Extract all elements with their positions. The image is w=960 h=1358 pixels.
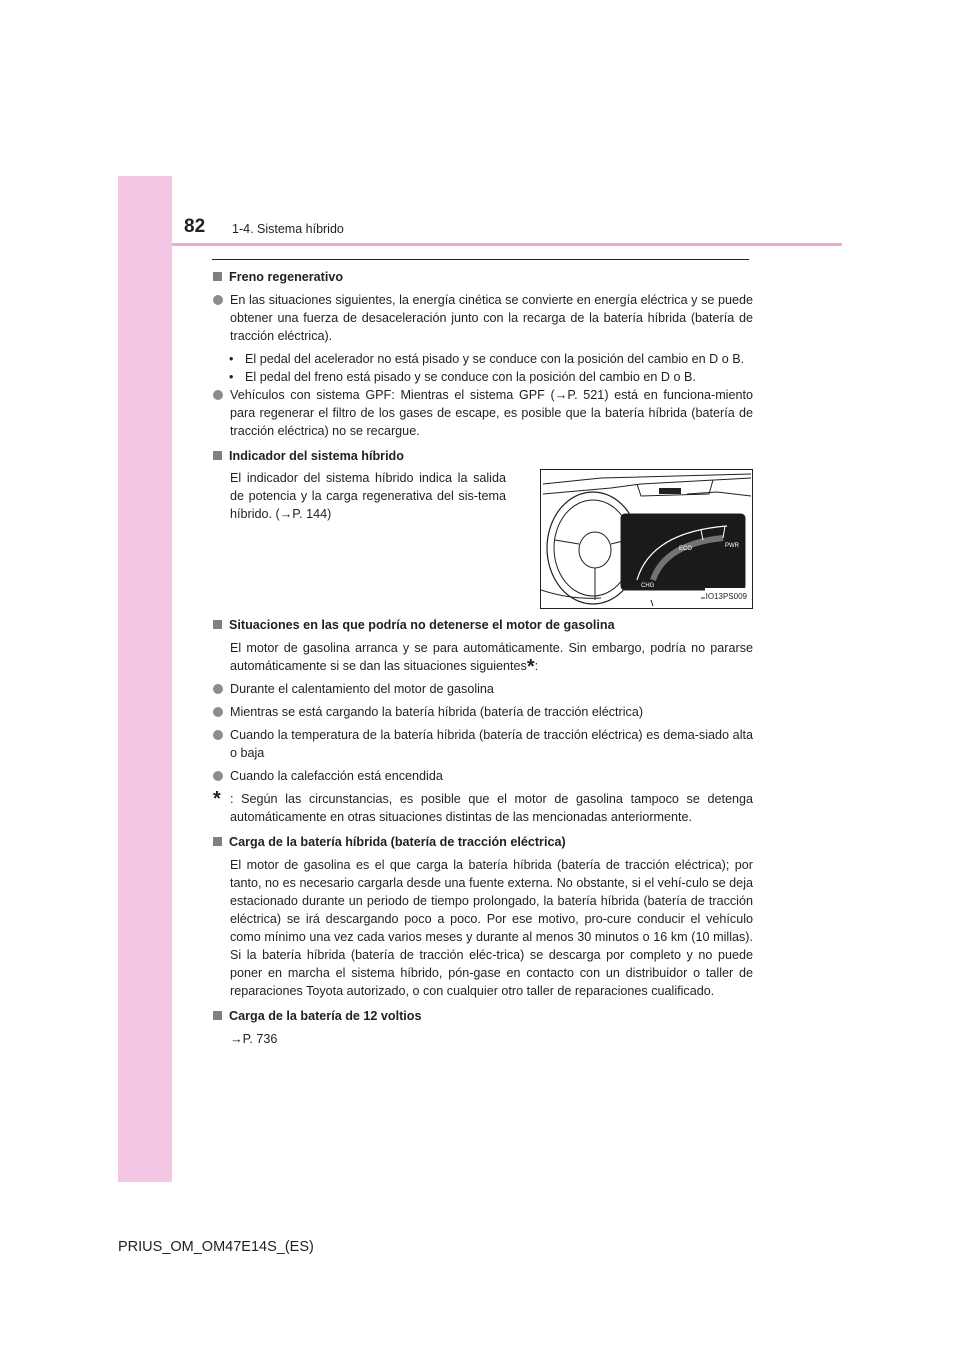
gauge-eco-label: ECO	[679, 546, 693, 552]
heading-square-icon	[213, 620, 222, 629]
situaciones-intro: El motor de gasolina arranca y se para automáticamente. Sin embargo, podría no pararse automáticamente si se dan las situaciones siguientes*:	[230, 641, 753, 678]
heading-carga-bateria-hibrida: Carga de la batería híbrida (batería de tracción eléctrica)	[213, 833, 753, 851]
bullet-dot-icon	[213, 295, 223, 305]
heading-carga-12v: Carga de la batería de 12 voltios	[213, 1007, 753, 1025]
gauge-pwr-label: PWR	[725, 543, 739, 549]
carga-paragraph: El motor de gasolina es el que carga la batería híbrida (batería de tracción eléctrica); por tanto, no es necesario cargarla desde una fuente externa. No obstante, si el vehí-culo se deja estacionado durante un periodo de tiempo prolongado, la batería híbrida (batería de tracción eléctrica) se irá descargando poco a poco. Por ese motivo, pro-cure conducir el vehículo como mínimo una vez cada varios meses y durante al menos 30 minutos o 16 km (10 millas). Si la batería híbrida (batería de tracción eléc-trica) se descarga por completo y no puede poner en marcha el sistema híbrido, pón-gase en contacto con un distribuidor o taller de reparaciones Toyota autorizado, o con cualquier otro taller de reparaciones cualificado.	[230, 858, 753, 998]
section-title: 1-4. Sistema híbrido	[232, 222, 344, 236]
list-item: En las situaciones siguientes, la energía cinética se convierte en energía eléctrica y se puede obtener una fuerza de desaceleración junto con la recarga de la batería híbrida (batería de tracción eléctrica).	[213, 291, 753, 345]
figure-id: IO13PS009	[705, 588, 748, 606]
content-rule	[212, 259, 749, 260]
heading-situaciones: Situaciones en las que podría no detenerse el motor de gasolina	[213, 616, 753, 634]
bullet-dot-icon	[213, 730, 223, 740]
list-item: Cuando la calefacción está encendida	[213, 767, 753, 785]
gauge-chg-label: CHG	[641, 583, 655, 589]
page-reference: →P. 736	[230, 1032, 278, 1046]
heading-freno-regenerativo: Freno regenerativo	[213, 268, 753, 286]
list-item: Cuando la temperatura de la batería híbrida (batería de tracción eléctrica) es dema-siado alta o baja	[213, 726, 753, 762]
heading-square-icon	[213, 451, 222, 460]
heading-square-icon	[213, 837, 222, 846]
heading-square-icon	[213, 272, 222, 281]
indicator-section	[213, 465, 753, 609]
sub-list-item: • El pedal del freno está pisado y se conduce con la posición del cambio en D o B.	[229, 370, 696, 384]
bullet-dot-icon	[213, 684, 223, 694]
hybrid-indicator-figure	[540, 469, 753, 609]
bullet-dot-icon	[213, 707, 223, 717]
heading-square-icon	[213, 1011, 222, 1020]
list-item: Vehículos con sistema GPF: Mientras el sistema GPF (→P. 521) está en funciona-miento para regenerar el filtro de los gases de escape, es posible que la batería híbrida (batería de tracción eléctrica) no se recargue.	[213, 386, 753, 440]
page-content	[213, 268, 753, 1048]
page-number: 82	[184, 216, 206, 237]
heading-indicador: Indicador del sistema híbrido	[213, 447, 753, 465]
footnote: * : Según las circunstancias, es posible que el motor de gasolina tampoco se detenga automáticamente en otras situaciones distintas de las mencionadas anteriormente.	[213, 788, 753, 824]
list-item: Durante el calentamiento del motor de gasolina	[213, 680, 753, 698]
indicator-description: El indicador del sistema híbrido indica la salida de potencia y la carga regenerativa del sis-tema híbrido. (→P. 144)	[230, 471, 506, 521]
bullet-dot-icon	[213, 771, 223, 781]
footer-doc-code: PRIUS_OM_OM47E14S_(ES)	[118, 1239, 314, 1255]
bullet-dot-icon	[213, 390, 223, 400]
sub-list-item: • El pedal del acelerador no está pisado y se conduce con la posición del cambio en D o B.	[229, 352, 745, 366]
header-rule	[172, 243, 842, 246]
list-item: Mientras se está cargando la batería híbrida (batería de tracción eléctrica)	[213, 703, 753, 721]
asterisk-mark: *	[526, 656, 535, 678]
side-tab-band	[118, 176, 172, 1182]
